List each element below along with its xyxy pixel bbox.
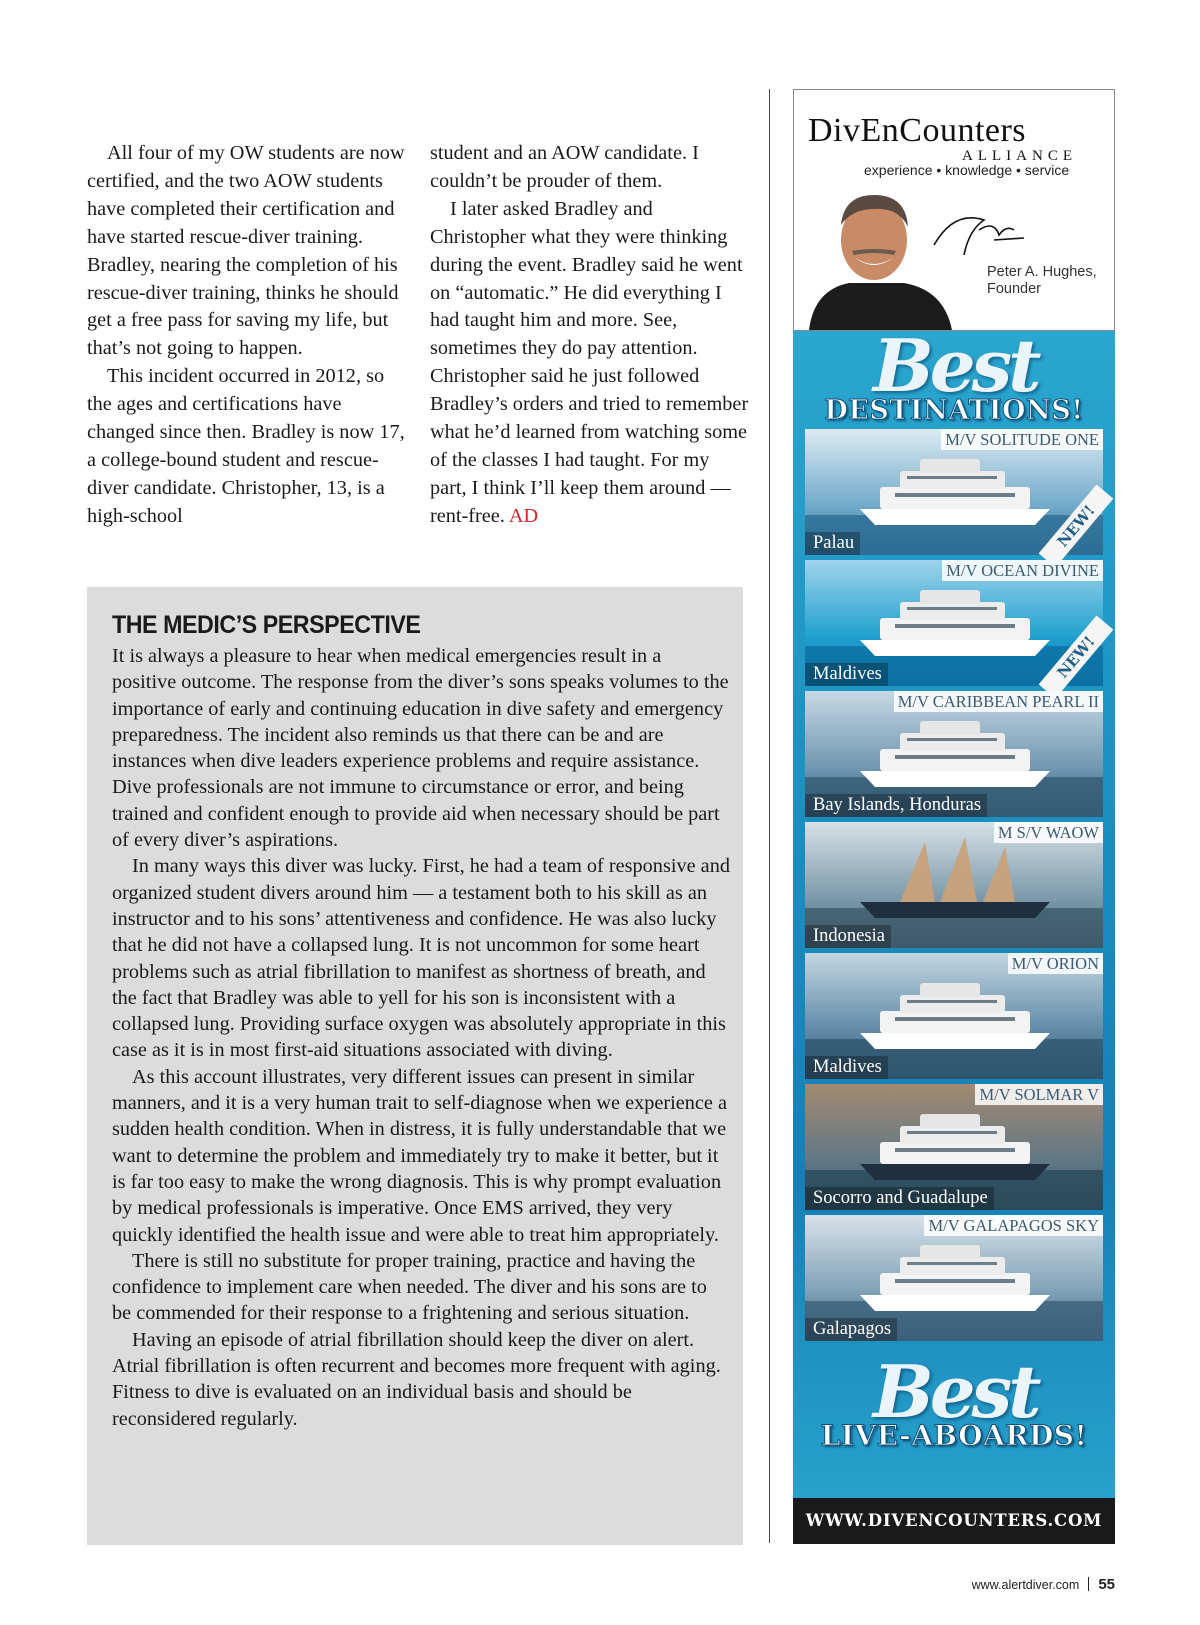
boat-card[interactable] [805,1084,1103,1210]
boat-card[interactable] [805,429,1103,555]
article-paragraph: student and an AOW candidate. I couldn’t be prouder of them. [430,142,699,192]
boat-card[interactable] [805,691,1103,817]
ad-body [793,331,1115,1544]
boat-card[interactable] [805,560,1103,686]
article-column-2 [430,140,750,531]
article-column-1 [87,140,407,531]
founder-name: Peter A. Hughes, [987,264,1097,280]
article-paragraph-text: I later asked Bradley and Christopher what they were thinking during the event. Bradley said he went on “automatic.” He did everything I had taught him and more. See, sometimes they do pay attention. Christopher said he just followed Bradley’s orders and tried to remember what he’d learned from watching some of the classes I had taught. For my part, I think I’ll keep them around — rent-free. [430,197,749,527]
founder-caption [987,264,1097,298]
article-paragraph: All four of my OW students are now certified, and the two AOW students have completed their certification and have started rescue-diver training. Bradley, nearing the completion of his rescue-diver training, thinks he should get a free pass for saving my life, but that’s not going to happen. [87,142,405,360]
liveaboards-banner: LIVE-ABOARDS! [820,1419,1088,1452]
medic-perspective-box [87,587,743,1545]
vessel-name: M/V ORION [1008,953,1103,974]
boat-location: Maldives [805,663,888,686]
destinations-banner: DESTINATIONS! [824,395,1084,426]
best-title-bottom: Best [873,1349,1038,1434]
founder-signature [924,200,1034,260]
medic-paragraph: In many ways this diver was lucky. First, he had a team of responsive and organized student divers around him — a testament both to his skill as an instructor and to his sons’ attentiveness and confidence. He was also lucky that he did not have a collapsed lung. It is not uncommon for some heart problems such as atrial fibrillation to manifest as shortness of breath, and the fact that Bradley was able to yell for his son is inconsistent with a collapsed lung. Providing surface oxygen was absolutely appropriate in this case as it is in most first-aid situations associated with diving. [112,855,730,1062]
medic-paragraph: As this account illustrates, very different issues can present in similar manners, and it is a very human trait to self-diagnose when we experience a sudden health condition. When in distress, it is fully understandable that we want to determine the problem and immediately try to make it better, but it is far too easy to make the wrong diagnosis. This is why prompt evaluation by medical professionals is imperative. Once EMS arrived, they very quickly identified the health issue and were able to treat him appropriately. [112,1065,727,1246]
boat-location: Bay Islands, Honduras [805,794,987,817]
new-badge: NEW! [1039,484,1114,567]
vessel-name: M/V GALAPAGOS SKY [924,1215,1103,1236]
brand-logo: DivEnCounters [808,112,1027,149]
brand-tagline: experience • knowledge • service [864,162,1070,178]
vessel-name: M/V OCEAN DIVINE [942,560,1103,581]
brand-alliance: ALLIANCE [962,148,1077,164]
boat-location: Socorro and Guadalupe [805,1187,994,1210]
medic-title: THE MEDIC’S PERSPECTIVE [112,611,421,639]
vessel-name: M/V CARIBBEAN PEARL II [894,691,1103,712]
page-number: 55 [1098,1576,1115,1593]
divencounters-ad[interactable] [793,89,1115,1544]
article-paragraph-last [430,196,750,531]
best-title-top: Best [873,331,1038,408]
end-mark: AD [508,504,539,527]
medic-paragraph: It is always a pleasure to hear when medical emergencies result in a positive outcome. The response from the diver’s sons speaks volumes to the importance of early and continuing education in dive safety and emergency preparedness. The incident also reminds us that there can be and are instances when dive leaders experience problems and require assistance. Dive professionals are not immune to circumstance or error, and being trained and confident enough to provide aid when necessary should be part of every diver’s aspirations. [112,645,729,852]
ad-url[interactable]: WWW.DIVENCOUNTERS.COM [793,1498,1115,1544]
vessel-name: M/V SOLITUDE ONE [941,429,1103,450]
footer-separator [1088,1577,1089,1591]
boat-location: Maldives [805,1056,888,1079]
boat-card[interactable] [805,953,1103,1079]
vessel-name: M S/V WAOW [994,822,1103,843]
new-badge: NEW! [1039,615,1114,698]
medic-body [112,643,730,1432]
boat-card[interactable] [805,1215,1103,1341]
footer-site: www.alertdiver.com [971,1578,1080,1592]
page-footer [972,1576,1115,1593]
ad-header [793,89,1115,331]
vessel-name: M/V SOLMAR V [975,1084,1103,1105]
medic-paragraph: There is still no substitute for proper training, practice and having the confidence to implement care when needed. The diver and his sons are to be commended for their response to a frightening and serious situation. [112,1249,707,1325]
column-divider [769,89,770,1543]
boat-card[interactable] [805,822,1103,948]
founder-role: Founder [987,281,1042,297]
boat-location: Indonesia [805,925,891,948]
medic-paragraph: Having an episode of atrial fibrillation should keep the diver on alert. Atrial fibrillation is often recurrent and becomes more frequent with aging. Fitness to dive is evaluated on an individual basis and should be reconsidered regularly. [112,1328,721,1430]
article-paragraph: This incident occurred in 2012, so the ages and certifications have changed since then. Bradley is now 17, a college-bound student and rescue-diver candidate. Christopher, 13, is a high-school [87,365,405,527]
boat-location: Palau [805,532,860,555]
boat-location: Galapagos [805,1318,897,1341]
